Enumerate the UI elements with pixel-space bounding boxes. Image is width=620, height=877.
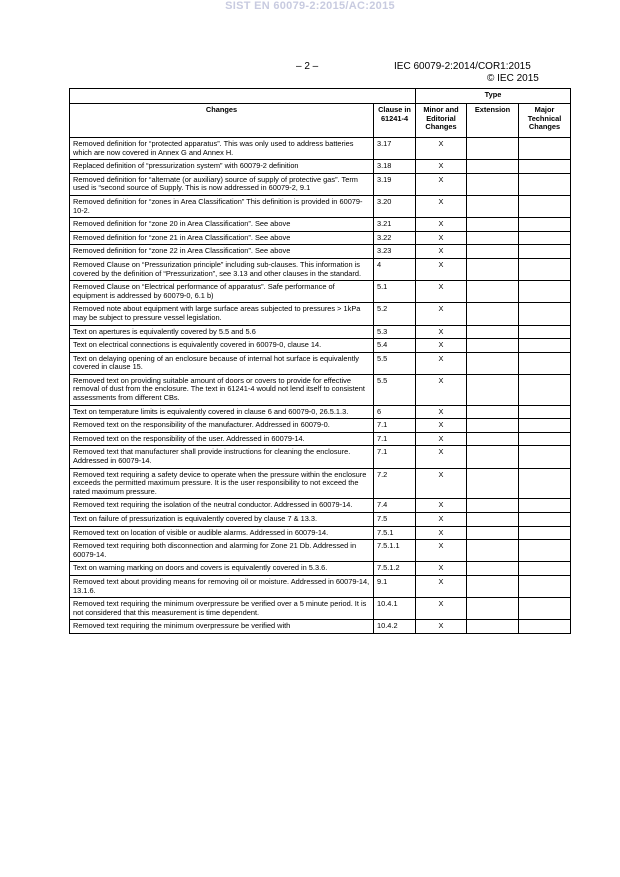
table-row (70, 231, 571, 245)
cell-change: Removed text requiring the isolation of the neutral conductor. Addressed in 60079-14. (70, 499, 374, 513)
cell-major (519, 562, 571, 576)
table-row (70, 374, 571, 405)
cell-extension (467, 468, 519, 499)
cell-clause: 7.1 (374, 446, 416, 468)
cell-change: Text on delaying opening of an enclosure because of internal hot surface is equivalently covered in clause 15. (70, 352, 374, 374)
cell-clause: 3.23 (374, 245, 416, 259)
cell-change: Text on electrical connections is equivalently covered in 60079-0, clause 14. (70, 339, 374, 353)
table-row (70, 325, 571, 339)
cell-major (519, 432, 571, 446)
cell-major (519, 405, 571, 419)
table-row (70, 419, 571, 433)
cell-minor: X (416, 432, 467, 446)
cell-extension (467, 499, 519, 513)
table-row (70, 432, 571, 446)
table-row (70, 562, 571, 576)
cell-change: Removed text on the responsibility of the user. Addressed in 60079-14. (70, 432, 374, 446)
cell-major (519, 468, 571, 499)
cell-extension (467, 526, 519, 540)
cell-major (519, 173, 571, 195)
cell-extension (467, 303, 519, 325)
cell-extension (467, 405, 519, 419)
cell-change: Removed definition for “alternate (or auxiliary) source of supply of protective gas”. Term used is “second source of Supply. This is now addressed in 60079-2, 9.1 (70, 173, 374, 195)
table-row (70, 540, 571, 562)
cell-major (519, 575, 571, 597)
cell-change: Removed text on location of visible or audible alarms. Addressed in 60079-14. (70, 526, 374, 540)
cell-extension (467, 513, 519, 527)
cell-major (519, 540, 571, 562)
cell-minor: X (416, 620, 467, 634)
cell-clause: 7.1 (374, 432, 416, 446)
cell-extension (467, 432, 519, 446)
cell-clause: 9.1 (374, 575, 416, 597)
cell-minor: X (416, 303, 467, 325)
cell-change: Removed text requiring the minimum overpressure be verified over a 5 minute period. It is not considered that this measurement is time dependent. (70, 598, 374, 620)
cell-extension (467, 419, 519, 433)
cell-clause: 3.22 (374, 231, 416, 245)
document-reference: IEC 60079-2:2014/COR1:2015 (394, 61, 531, 72)
table-row (70, 195, 571, 217)
cell-change: Removed definition for “zone 20 in Area Classification”. See above (70, 218, 374, 232)
cell-minor: X (416, 160, 467, 174)
cell-extension (467, 540, 519, 562)
cell-change: Removed text that manufacturer shall provide instructions for cleaning the enclosure. Addressed in 60079-14. (70, 446, 374, 468)
cell-minor: X (416, 540, 467, 562)
cell-change: Removed definition for “protected apparatus”. This was only used to address batteries which are now covered in Annex G and Annex H. (70, 138, 374, 160)
cell-change: Text on temperature limits is equivalently covered in clause 6 and 60079-0, 26.5.1.3. (70, 405, 374, 419)
table-row (70, 468, 571, 499)
cell-clause: 7.5 (374, 513, 416, 527)
cell-clause: 5.5 (374, 352, 416, 374)
cell-clause: 3.21 (374, 218, 416, 232)
cell-minor: X (416, 598, 467, 620)
table-row (70, 303, 571, 325)
table-row (70, 598, 571, 620)
cell-major (519, 195, 571, 217)
cell-extension (467, 258, 519, 280)
cell-major (519, 303, 571, 325)
copyright: © IEC 2015 (487, 73, 539, 84)
table-row (70, 446, 571, 468)
cell-clause: 6 (374, 405, 416, 419)
cell-major (519, 231, 571, 245)
cell-minor: X (416, 325, 467, 339)
column-header-clause: Clause in 61241-4 (374, 104, 416, 138)
cell-extension (467, 598, 519, 620)
cell-extension (467, 160, 519, 174)
cell-major (519, 258, 571, 280)
cell-minor: X (416, 405, 467, 419)
cell-major (519, 419, 571, 433)
table-row (70, 513, 571, 527)
cell-change: Removed Clause on “Pressurization principle” including sub-clauses. This information is covered by the definition of “Pressurization”, see 3.13 and other clauses in the standard. (70, 258, 374, 280)
cell-major (519, 325, 571, 339)
cell-clause: 3.18 (374, 160, 416, 174)
cell-minor: X (416, 195, 467, 217)
cell-extension (467, 173, 519, 195)
cell-minor: X (416, 339, 467, 353)
cell-minor: X (416, 468, 467, 499)
cell-major (519, 499, 571, 513)
cell-minor: X (416, 352, 467, 374)
cell-extension (467, 245, 519, 259)
cell-change: Removed text requiring a safety device to operate when the pressure within the enclosure exceeds the permitted maximum pressure. It is the user responsibility to not exceed the rated maximum pressure. (70, 468, 374, 499)
cell-change: Removed definition for “zone 22 in Area Classification”. See above (70, 245, 374, 259)
cell-minor: X (416, 446, 467, 468)
cell-minor: X (416, 374, 467, 405)
cell-major (519, 339, 571, 353)
cell-clause: 3.19 (374, 173, 416, 195)
cell-major (519, 352, 571, 374)
cell-change: Removed text requiring both disconnection and alarming for Zone 21 Db. Addressed in 60079-14. (70, 540, 374, 562)
cell-major (519, 526, 571, 540)
table-row (70, 245, 571, 259)
cell-change: Text on failure of pressurization is equivalently covered by clause 7 & 13.3. (70, 513, 374, 527)
cell-extension (467, 138, 519, 160)
cell-change: Removed text requiring the minimum overpressure be verified with (70, 620, 374, 634)
cell-extension (467, 231, 519, 245)
cell-extension (467, 620, 519, 634)
table-row (70, 526, 571, 540)
cell-clause: 5.3 (374, 325, 416, 339)
cell-minor: X (416, 499, 467, 513)
cell-minor: X (416, 138, 467, 160)
column-header-minor: Minor and Editorial Changes (416, 104, 467, 138)
cell-change: Removed definition for “zones in Area Classification” This definition is provided in 60079-10-2. (70, 195, 374, 217)
cell-clause: 7.2 (374, 468, 416, 499)
cell-major (519, 218, 571, 232)
cell-extension (467, 218, 519, 232)
cell-major (519, 446, 571, 468)
type-header: Type (416, 89, 571, 104)
cell-major (519, 160, 571, 174)
cell-extension (467, 446, 519, 468)
cell-change: Text on apertures is equivalently covered by 5.5 and 5.6 (70, 325, 374, 339)
cell-major (519, 245, 571, 259)
table-row (70, 258, 571, 280)
cell-change: Removed Clause on “Electrical performance of apparatus”. Safe performance of equipment is addressed by 60079-0, 6.1 b) (70, 281, 374, 303)
table-row (70, 620, 571, 634)
cell-clause: 5.1 (374, 281, 416, 303)
watermark: SIST EN 60079-2:2015/AC:2015 (225, 0, 395, 12)
cell-change: Replaced definition of “pressurization system” with 60079-2 definition (70, 160, 374, 174)
cell-clause: 7.4 (374, 499, 416, 513)
cell-major (519, 281, 571, 303)
cell-major (519, 620, 571, 634)
table-row (70, 339, 571, 353)
table-row (70, 575, 571, 597)
cell-minor: X (416, 575, 467, 597)
cell-clause: 10.4.1 (374, 598, 416, 620)
cell-minor: X (416, 562, 467, 576)
cell-extension (467, 195, 519, 217)
cell-extension (467, 325, 519, 339)
cell-extension (467, 352, 519, 374)
cell-change: Removed note about equipment with large surface areas subjected to pressures > 1kPa may be subject to pressure vessel legislation. (70, 303, 374, 325)
cell-minor: X (416, 218, 467, 232)
cell-clause: 10.4.2 (374, 620, 416, 634)
table-row (70, 218, 571, 232)
cell-major (519, 513, 571, 527)
cell-extension (467, 562, 519, 576)
column-header-extension: Extension (467, 104, 519, 138)
changes-table (69, 88, 571, 634)
cell-clause: 5.2 (374, 303, 416, 325)
cell-clause: 3.17 (374, 138, 416, 160)
table-row (70, 173, 571, 195)
cell-minor: X (416, 173, 467, 195)
cell-change: Removed definition for “zone 21 in Area Classification”. See above (70, 231, 374, 245)
cell-minor: X (416, 231, 467, 245)
cell-change: Removed text on the responsibility of the manufacturer. Addressed in 60079-0. (70, 419, 374, 433)
cell-minor: X (416, 419, 467, 433)
cell-clause: 7.5.1.1 (374, 540, 416, 562)
cell-change: Removed text about providing means for removing oil or moisture. Addressed in 60079-14, 13.1.6. (70, 575, 374, 597)
table-row (70, 405, 571, 419)
cell-minor: X (416, 513, 467, 527)
table-row (70, 138, 571, 160)
cell-clause: 7.1 (374, 419, 416, 433)
column-header-changes: Changes (70, 104, 374, 138)
cell-extension (467, 339, 519, 353)
table-row (70, 281, 571, 303)
cell-clause: 4 (374, 258, 416, 280)
table-row (70, 499, 571, 513)
cell-extension (467, 374, 519, 405)
cell-clause: 5.5 (374, 374, 416, 405)
cell-minor: X (416, 526, 467, 540)
cell-change: Removed text on providing suitable amount of doors or covers to provide for effective removal of dust from the enclosure. The text in 61241-4 would not lend itself to consistent assessments from different CBs. (70, 374, 374, 405)
table-row (70, 352, 571, 374)
cell-clause: 7.5.1.2 (374, 562, 416, 576)
column-header-major: Major Technical Changes (519, 104, 571, 138)
cell-extension (467, 281, 519, 303)
cell-major (519, 138, 571, 160)
cell-change: Text on warning marking on doors and covers is equivalently covered in 5.3.6. (70, 562, 374, 576)
cell-minor: X (416, 281, 467, 303)
cell-clause: 5.4 (374, 339, 416, 353)
cell-clause: 7.5.1 (374, 526, 416, 540)
cell-minor: X (416, 245, 467, 259)
cell-extension (467, 575, 519, 597)
cell-minor: X (416, 258, 467, 280)
cell-major (519, 598, 571, 620)
page-number: – 2 – (296, 61, 319, 72)
table-row (70, 160, 571, 174)
cell-major (519, 374, 571, 405)
cell-clause: 3.20 (374, 195, 416, 217)
